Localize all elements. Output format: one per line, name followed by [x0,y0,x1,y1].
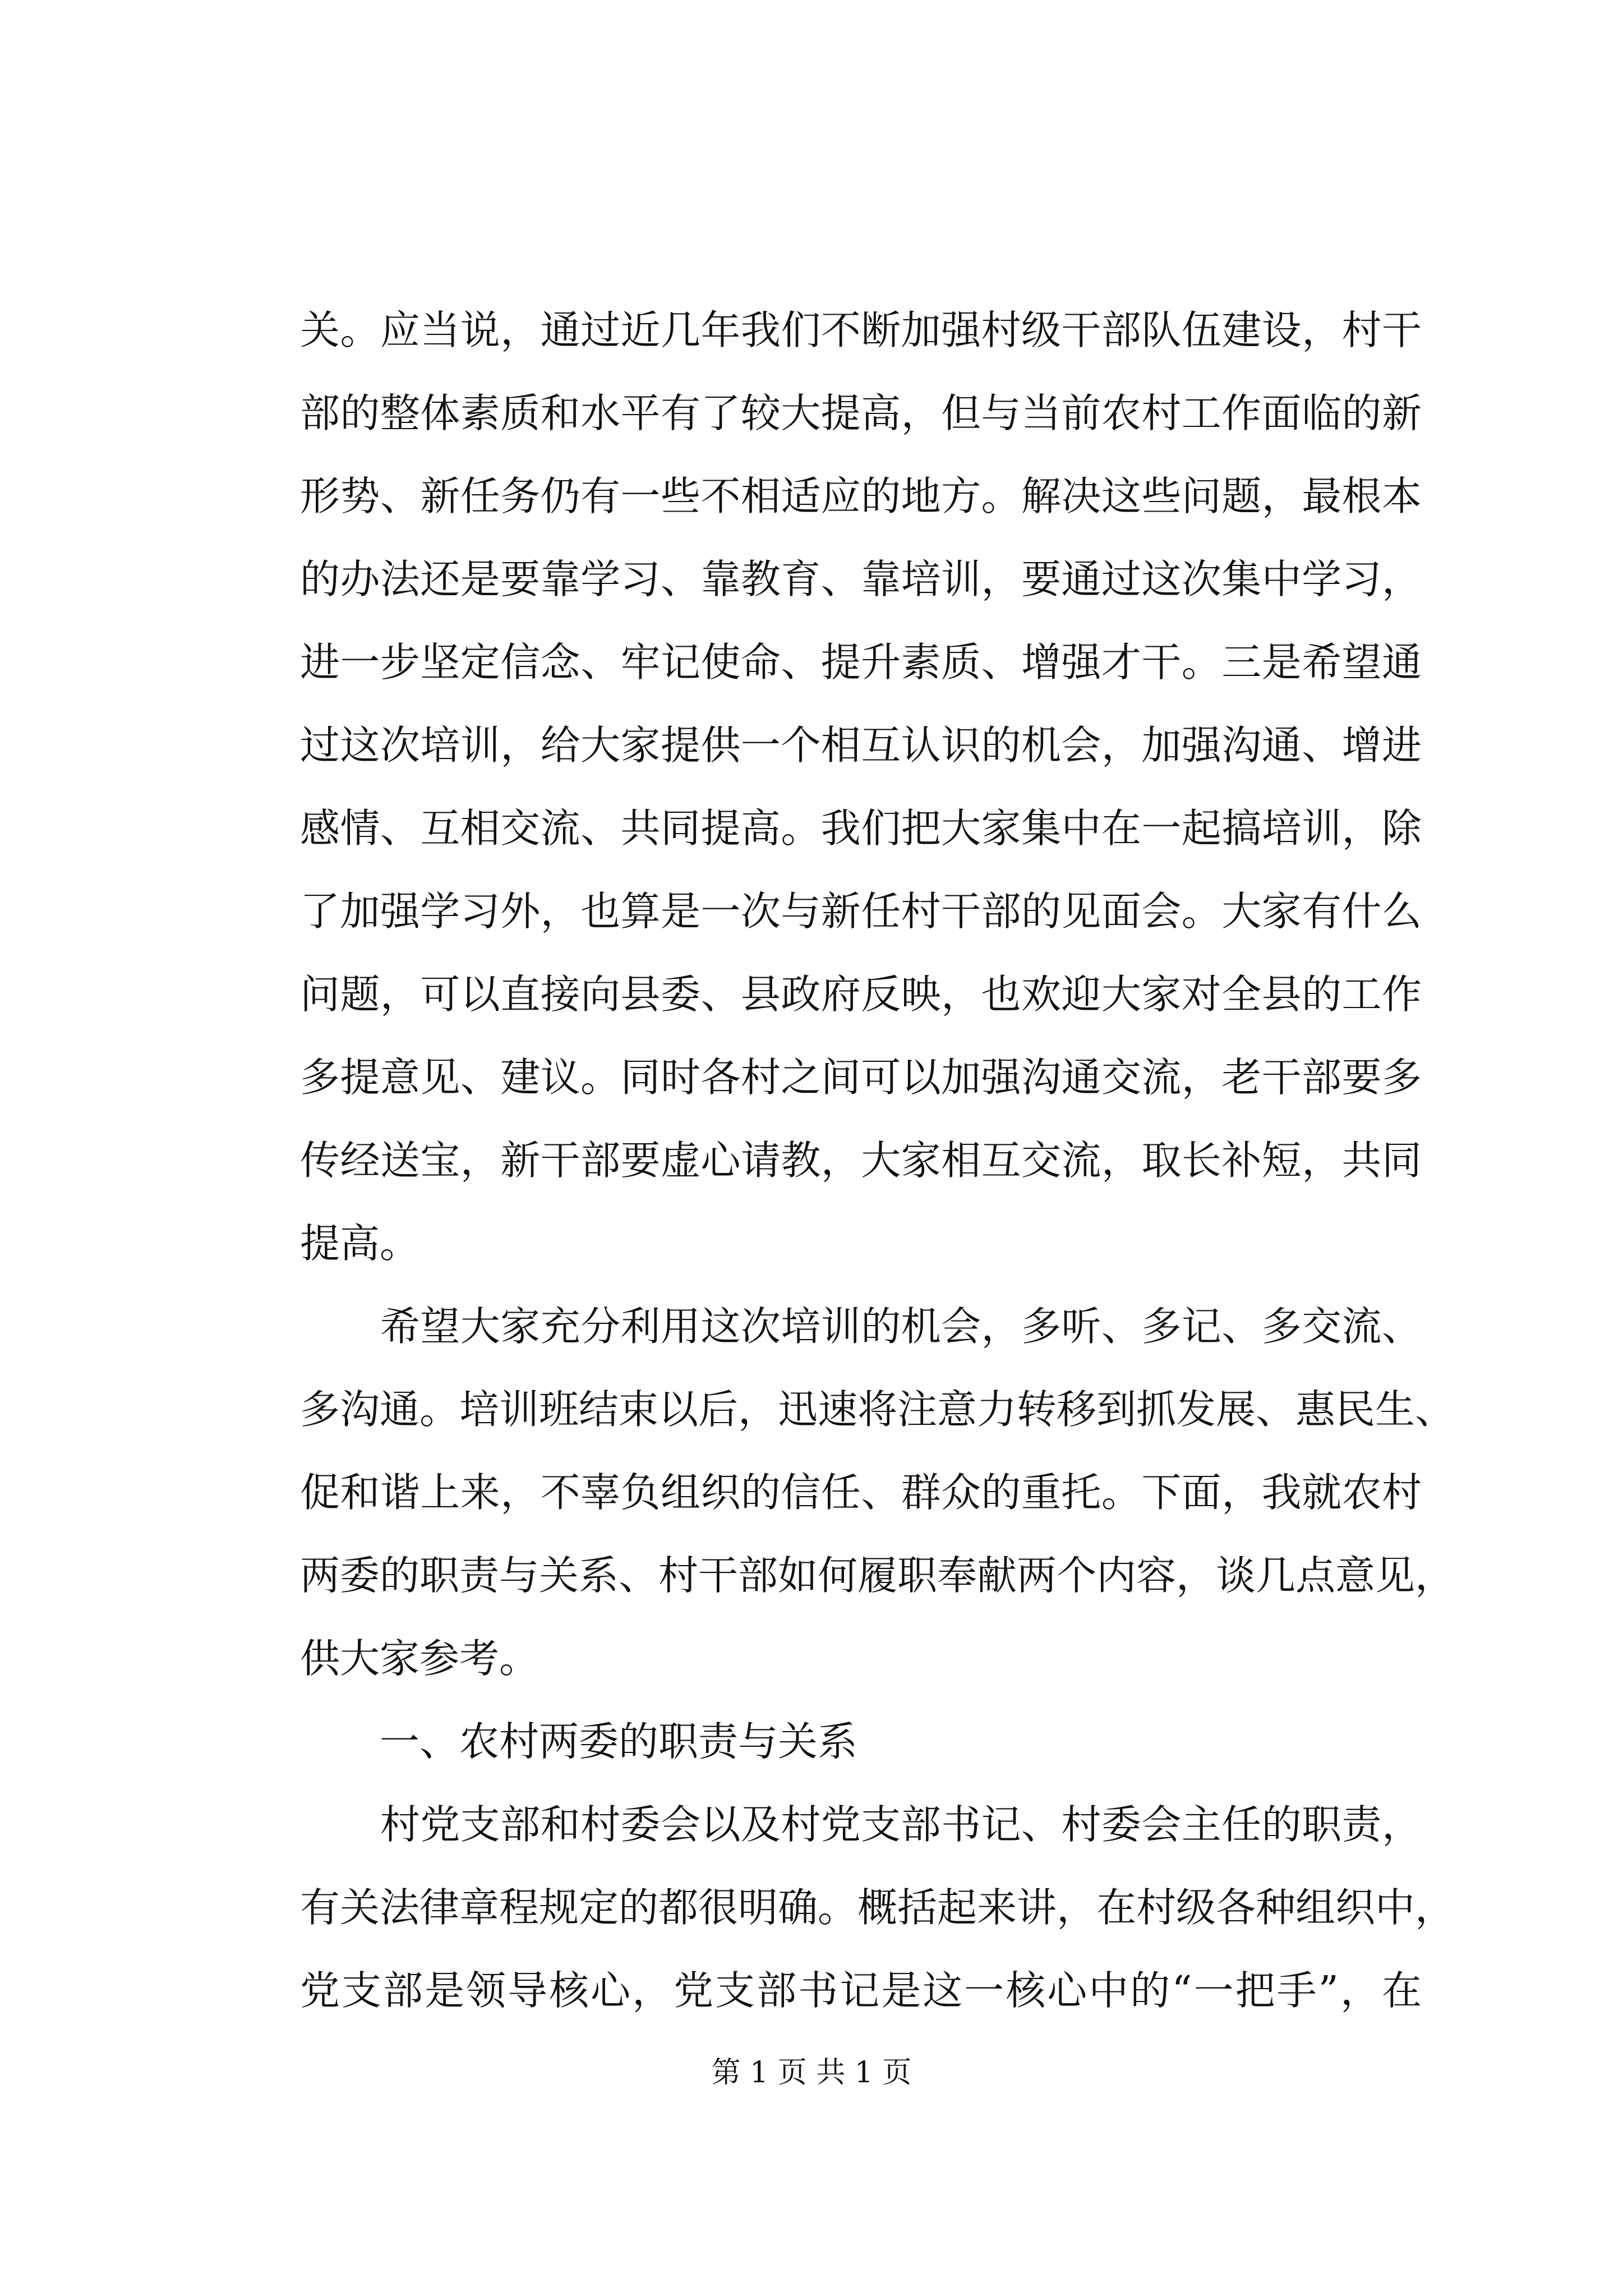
page-footer: 第 1 页 共 1 页 [711,2056,912,2090]
text-line: 提高。 [300,1220,420,1267]
text-line: 问题，可以直接向县委、县政府反映，也欢迎大家对全县的工作 [300,971,1422,1018]
text-line: 两委的职责与关系、村干部如何履职奉献两个内容，谈几点意见， [300,1552,1455,1599]
text-line: 的办法还是要靠学习、靠教育、靠培训，要通过这次集中学习， [300,556,1422,602]
text-line: 多沟通。培训班结束以后，迅速将注意力转移到抓发展、惠民生、 [300,1386,1455,1433]
text-line: 过这次培训，给大家提供一个相互认识的机会，加强沟通、增进 [300,722,1422,769]
text-line: 进一步坚定信念、牢记使命、提升素质、增强才干。三是希望通 [300,639,1422,685]
text-line: 感情、互相交流、共同提高。我们把大家集中在一起搞培训，除 [300,805,1422,852]
text-line: 传经送宝，新干部要虚心请教，大家相互交流，取长补短，共同 [300,1137,1422,1184]
document-body [300,289,1455,2032]
text-line: 村党支部和村委会以及村党支部书记、村委会主任的职责， [300,1801,1422,1848]
text-line: 多提意见、建议。同时各村之间可以加强沟通交流，老干部要多 [300,1054,1422,1101]
text-line: 希望大家充分利用这次培训的机会，多听、多记、多交流、 [300,1303,1422,1350]
text-line: 形势、新任务仍有一些不相适应的地方。解决这些问题，最根本 [300,473,1422,519]
section-heading: 一、农村两委的职责与关系 [300,1718,858,1765]
text-line: 关。应当说，通过近几年我们不断加强村级干部队伍建设，村干 [300,307,1422,353]
text-line: 了加强学习外，也算是一次与新任村干部的见面会。大家有什么 [300,888,1422,935]
text-line: 促和谐上来，不辜负组织的信任、群众的重托。下面，我就农村 [300,1469,1422,1516]
text-line: 有关法律章程规定的都很明确。概括起来讲，在村级各种组织中， [300,1884,1455,1931]
text-line: 部的整体素质和水平有了较大提高，但与当前农村工作面临的新 [300,390,1422,436]
text-line: 供大家参考。 [300,1635,540,1682]
text-line: 党支部是领导核心，党支部书记是这一核心中的“一把手”，在 [300,1967,1422,2014]
